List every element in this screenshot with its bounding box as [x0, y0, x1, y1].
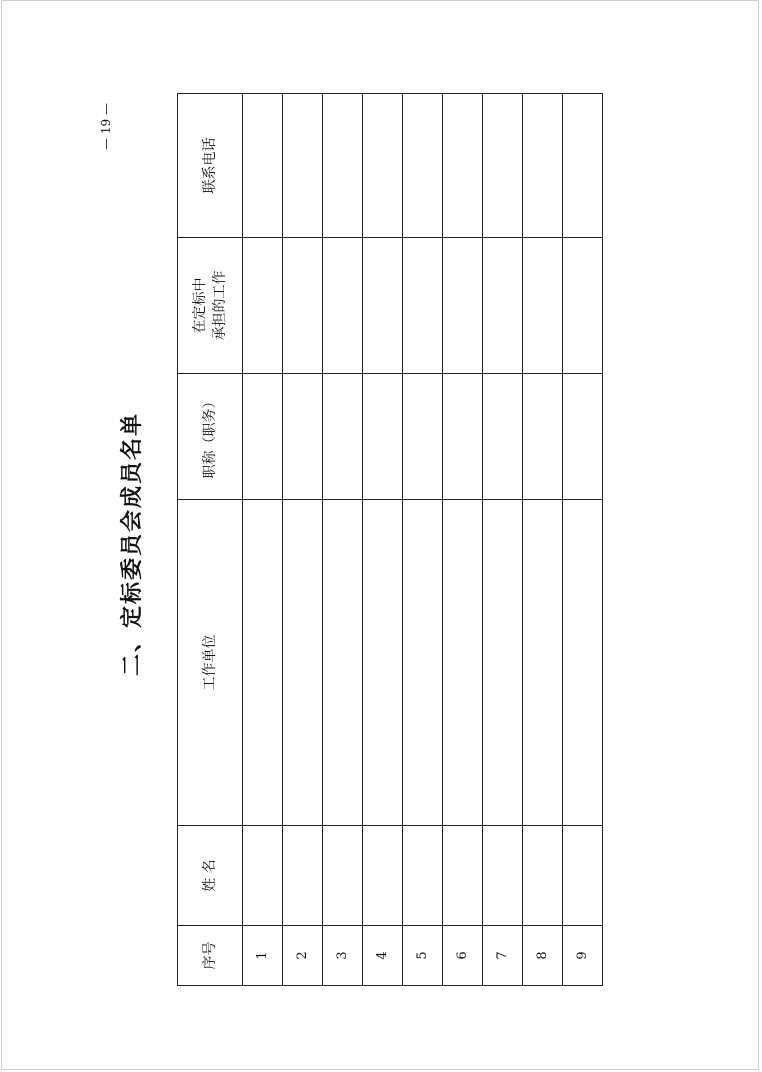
table-cell[interactable] [243, 374, 283, 500]
table-cell[interactable] [563, 826, 603, 926]
table-cell[interactable] [483, 374, 523, 500]
table-cell[interactable] [483, 500, 523, 826]
table-cell[interactable] [483, 826, 523, 926]
table-cell[interactable] [443, 238, 483, 374]
table-cell[interactable] [283, 500, 323, 826]
table-cell[interactable] [403, 826, 443, 926]
table-cell[interactable] [403, 374, 443, 500]
table-header-cell: 姓 名 [178, 826, 243, 926]
table-cell[interactable] [363, 500, 403, 826]
table-cell[interactable] [363, 826, 403, 926]
table-row [363, 94, 403, 986]
row-number-cell: 4 [363, 926, 403, 986]
table-row [283, 94, 323, 986]
table-cell[interactable] [563, 94, 603, 238]
table-cell[interactable] [243, 94, 283, 238]
row-number-cell: 3 [323, 926, 363, 986]
table-cell[interactable] [363, 374, 403, 500]
table-row [403, 94, 443, 986]
table-row [443, 94, 483, 986]
table-cell[interactable] [403, 238, 443, 374]
table-cell[interactable] [523, 374, 563, 500]
table-cell[interactable] [363, 94, 403, 238]
table-row [243, 94, 283, 986]
row-number-cell: 6 [443, 926, 483, 986]
table-cell[interactable] [283, 826, 323, 926]
table-cell[interactable] [243, 238, 283, 374]
table-cell[interactable] [283, 374, 323, 500]
table-cell[interactable] [283, 94, 323, 238]
table-row [523, 94, 563, 986]
table-cell[interactable] [323, 94, 363, 238]
member-table-wrapper [177, 93, 603, 986]
member-table [177, 93, 603, 986]
table-cell[interactable] [323, 238, 363, 374]
table-cell[interactable] [523, 238, 563, 374]
table-header-row [178, 94, 243, 986]
table-row [483, 94, 523, 986]
table-header-cell: 在定标中 承担的工作 [178, 238, 243, 374]
table-cell[interactable] [323, 374, 363, 500]
table-cell[interactable] [323, 500, 363, 826]
table-header-cell: 序号 [178, 926, 243, 986]
table-cell[interactable] [323, 826, 363, 926]
table-cell[interactable] [363, 238, 403, 374]
page-number: — 19 — [99, 103, 113, 150]
table-cell[interactable] [563, 500, 603, 826]
row-number-cell: 5 [403, 926, 443, 986]
table-row [323, 94, 363, 986]
rotated-page [101, 78, 621, 1006]
table-cell[interactable] [403, 94, 443, 238]
table-header-cell: 联系电话 [178, 94, 243, 238]
table-header-cell: 工作单位 [178, 500, 243, 826]
table-cell[interactable] [443, 374, 483, 500]
row-number-cell: 2 [283, 926, 323, 986]
table-cell[interactable] [443, 826, 483, 926]
table-cell[interactable] [563, 238, 603, 374]
table-cell[interactable] [243, 826, 283, 926]
table-cell[interactable] [243, 500, 283, 826]
table-body [243, 94, 603, 986]
table-cell[interactable] [563, 374, 603, 500]
table-cell[interactable] [443, 94, 483, 238]
table-cell[interactable] [483, 94, 523, 238]
table-cell[interactable] [283, 238, 323, 374]
table-cell[interactable] [523, 500, 563, 826]
page-title: 二、定标委员会成员名单 [120, 411, 145, 676]
row-number-cell: 9 [563, 926, 603, 986]
table-cell[interactable] [403, 500, 443, 826]
table-cell[interactable] [523, 94, 563, 238]
row-number-cell: 8 [523, 926, 563, 986]
table-header-cell: 职称（职务） [178, 374, 243, 500]
table-cell[interactable] [483, 238, 523, 374]
table-cell[interactable] [443, 500, 483, 826]
table-row [563, 94, 603, 986]
table-cell[interactable] [523, 826, 563, 926]
row-number-cell: 7 [483, 926, 523, 986]
row-number-cell: 1 [243, 926, 283, 986]
